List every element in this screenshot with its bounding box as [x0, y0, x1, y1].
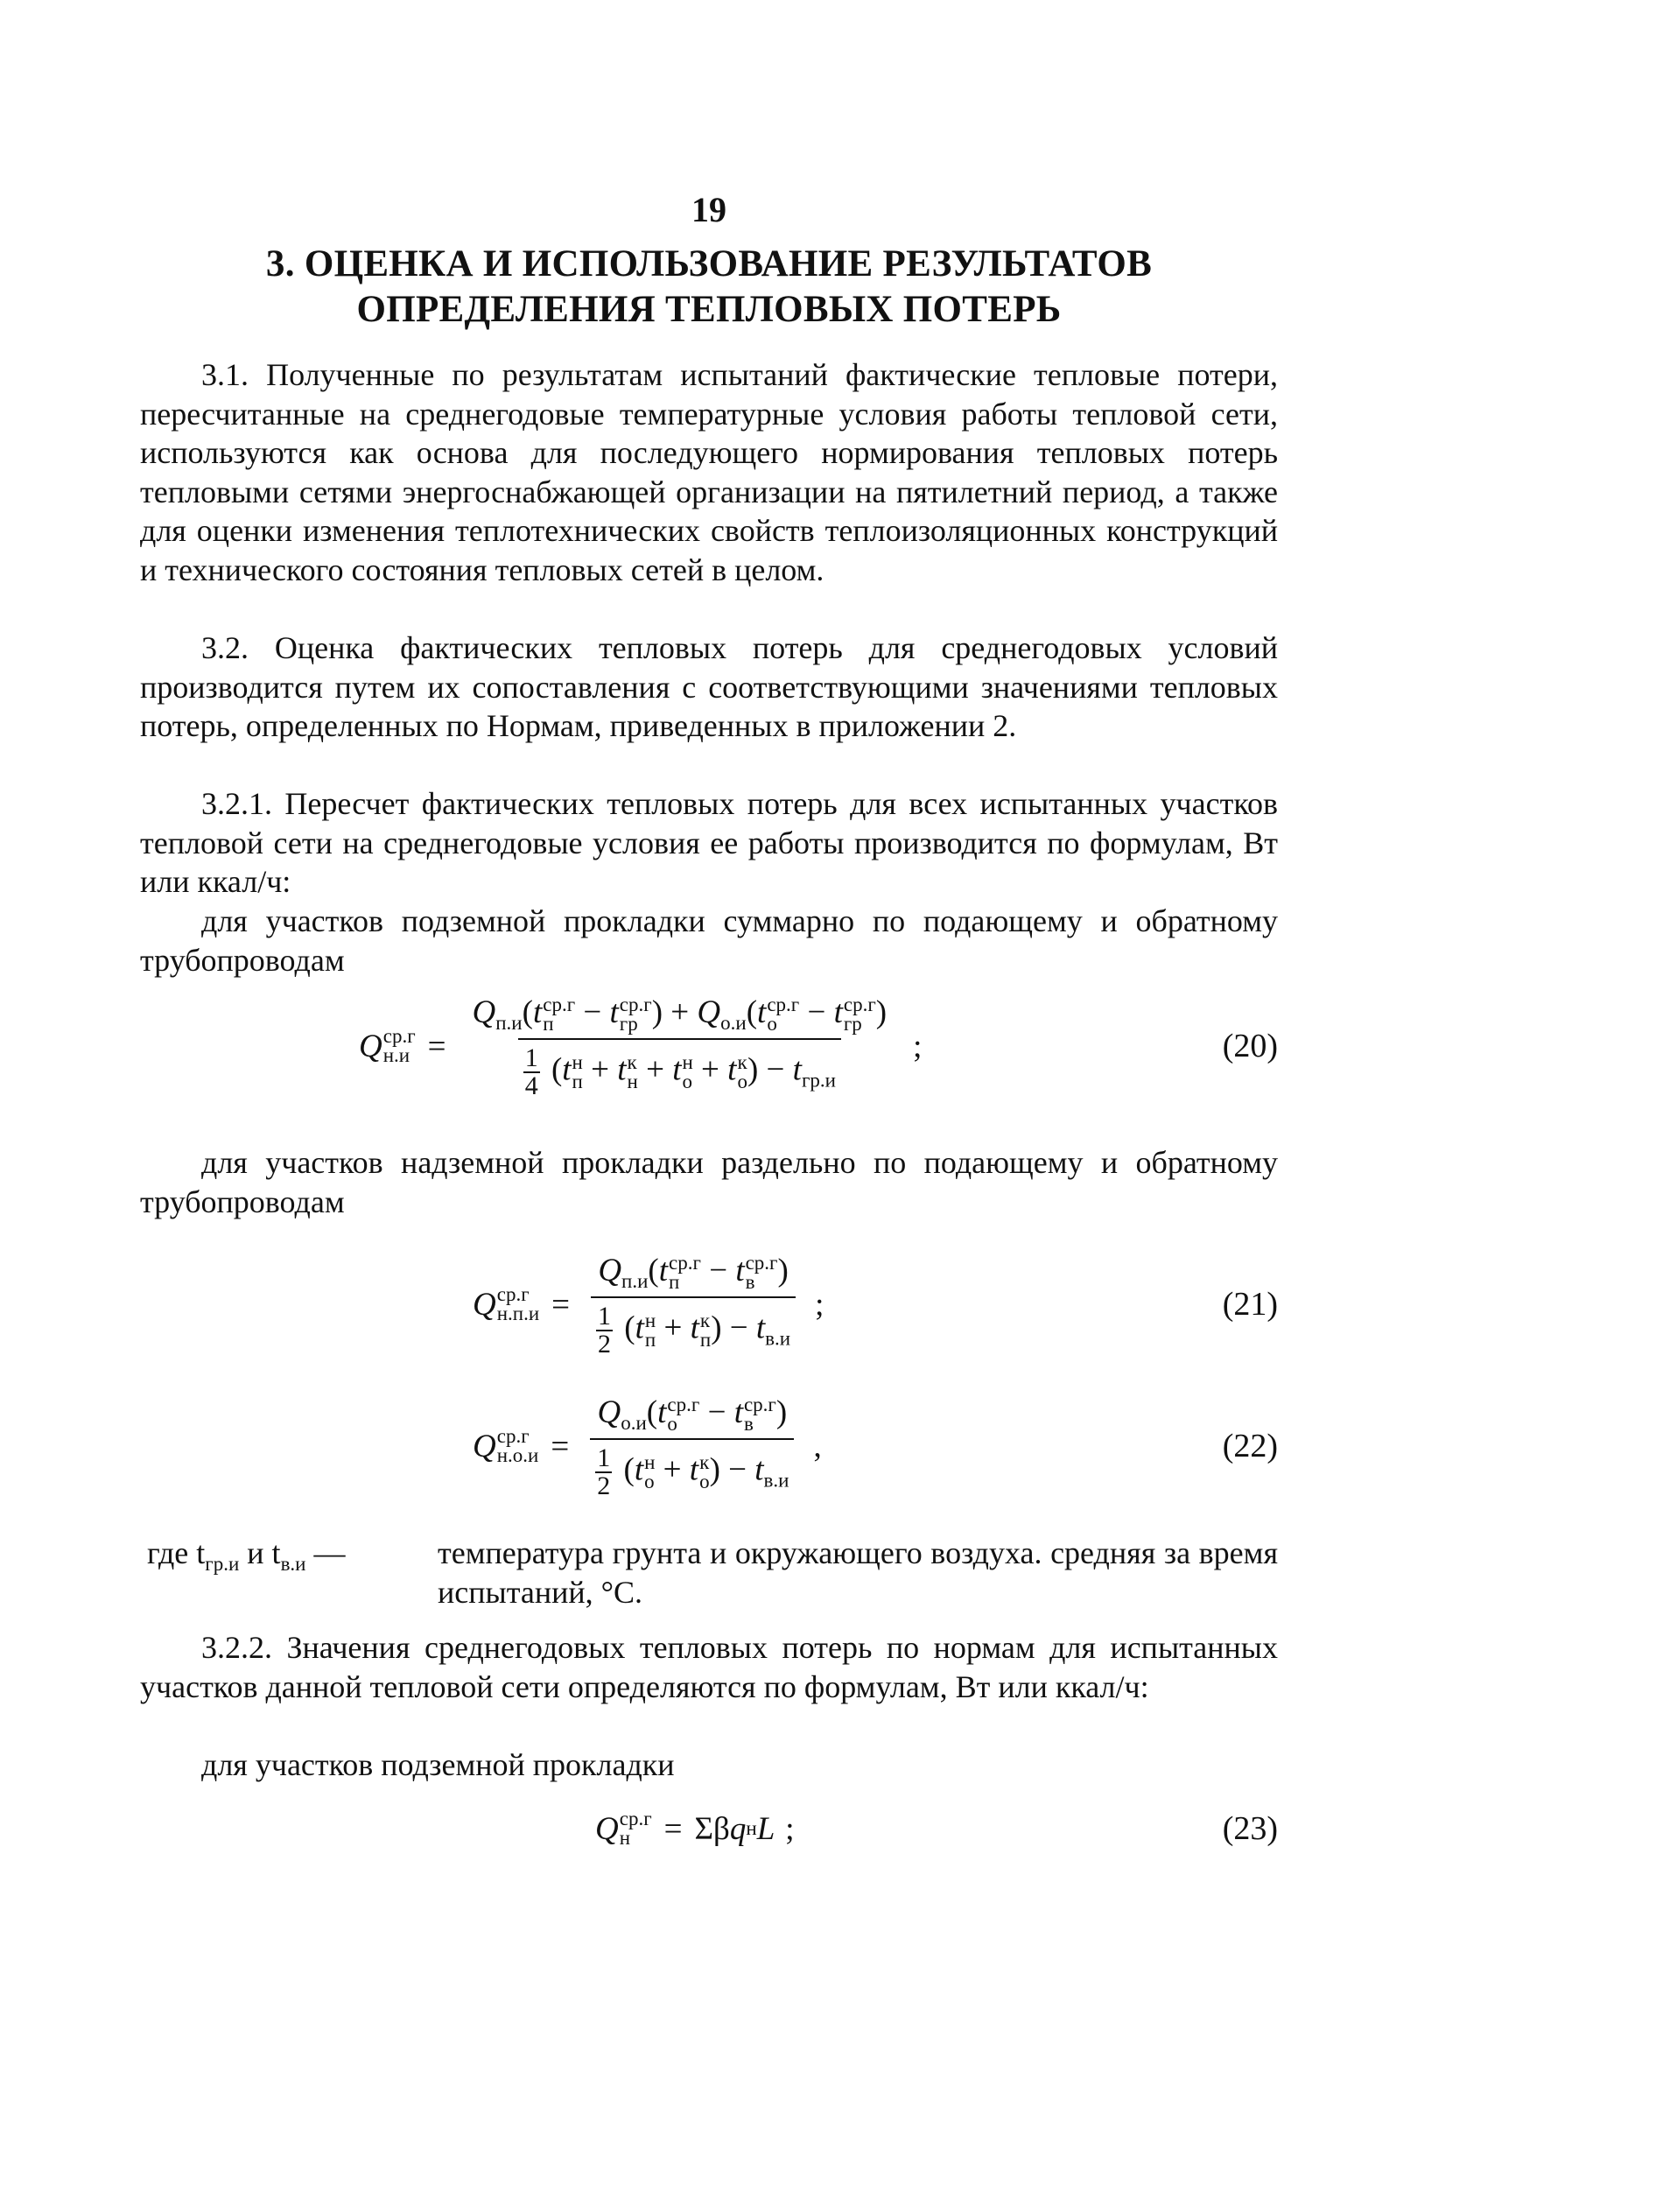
formula-21: Q ср.г н.п.и = $Q_{п.и}(t$ ср.г п − t ср.г в ) $\frac{1}{2}$ (t н п + t к п ) − $t_{в.и}$ ; (21) — [473, 1252, 1278, 1359]
paragraph-3-2-2: 3.2.2. Значения среднегодовых тепловых потерь по нормам для испытанных участков данной тепловой сети определяются по формулам, Вт или ккал/ч: — [140, 1630, 1278, 1704]
paragraph-underground: для участков подземной прокладки суммарно по подающему и обратному трубопроводам — [140, 903, 1278, 978]
document-page: 19 3. ОЦЕНКА И ИСПОЛЬЗОВАНИЕ РЕЗУЛЬТАТОВ ОПРЕДЕЛЕНИЯ ТЕПЛОВЫХ ПОТЕРЬ 3.1. Полученные по результатам испытаний фактические тепловые потери, пересчитанные на среднегодовые температурные условия работы тепловой сети, используются как основа для последующего нормирования тепловых потерь тепловыми сетями энергоснабжающей организации на пятилетний период, а также для оценки изменения теплотехнических свойств теплоизоляционных конструкций и технического состояния тепловых сетей в целом. 3.2. Оценка фактических тепловых потерь для среднегодовых условий производится путем их сопоставления с соответствующими значениями тепловых потерь, определенных по Нормам, приведенных в приложении 2. 3.2.1. Пересчет фактических тепловых потерь для всех испытанных участков тепловой сети на среднегодовые условия ее работы производится по формулам, Вт или ккал/ч: для участков подземной прокладки суммарно по подающему и обратному трубопроводам Q ср.г н.и = $Q_{п.и}(t$ ср.г п − t ср.г гр ) + $Q_{о.и}(t$ ср.г о − t ср.г гр ) $\frac{1}{4}$ (t н п + t к н + t н о + t к о ) − $t_{гр.и}$ ; (20) для участков надземной прокладки раздельно по подающему и обратному трубопроводам Q ср.г н.п.и = $Q_{п.и}(t$ ср.г п − t ср.г в ) $\frac{1}{2}$ (t н п + t к п ) − $t_{в.и}$ ; (21) Q ср.г н.о.и = $Q_{о.и}(t$ ср.г о − t ср.г в ) $\frac{1}{2}$ (t н о + t к о ) − $t_{в.и}$ , (22) где $t_{гр.и}$ и $t_{в.и}$ — температура грунта и окружающего воздуха. средняя за время испытаний, °С. 3.2.2. Значения среднегодовых тепловых потерь по нормам для испытанных участков данной тепловой сети определяются по формулам, Вт или ккал/ч: для участков подземной прокладки Q ср.г н = Σβ q н L ; (23) — [140, 0, 1278, 2212]
page-number: 19 — [691, 190, 726, 229]
formula-22-fraction: $Q_{о.и}(t$ ср.г о − t ср.г в ) $\frac{1}{2}$ (t н о + t к о ) − $t_{в.и}$ — [590, 1394, 794, 1499]
paragraph-3-2-1: 3.2.1. Пересчет фактических тепловых потерь для всех испытанных участков тепловой сети на среднегодовые условия ее работы производится по формулам, Вт или ккал/ч: — [140, 786, 1278, 899]
formula-23: Q ср.г н = Σβ q н L ; (23) — [595, 1808, 1278, 1849]
paragraph-3-1: 3.1. Полученные по результатам испытаний фактические тепловые потери, пересчитанные на среднегодовые температурные условия работы тепловой сети, используются как основа для последующего нормирования тепловых потерь тепловыми сетями энергоснабжающей организации на пятилетний период, а также для оценки изменения теплотехнических свойств теплоизоляционных конструкций и технического состояния тепловых сетей в целом. — [140, 357, 1278, 587]
paragraph-3-2: 3.2. Оценка фактических тепловых потерь для среднегодовых условий производится путем их сопоставления с соответствующими значениями тепловых потерь, определенных по Нормам, приведенных в приложении 2. — [140, 630, 1278, 743]
paragraph-aboveground: для участков надземной прокладки раздельно по подающему и обратному трубопроводам — [140, 1145, 1278, 1219]
formula-22: Q ср.г н.о.и = $Q_{о.и}(t$ ср.г о − t ср.г в ) $\frac{1}{2}$ (t н о + t к о ) − $t_{в.и}$ , (22) — [473, 1394, 1278, 1500]
equation-number-23: (23) — [1222, 1810, 1278, 1847]
equation-number-22: (22) — [1222, 1428, 1278, 1464]
section-title — [140, 242, 1278, 333]
equation-number-20: (20) — [1222, 1028, 1278, 1064]
section-title-line-1: 3. ОЦЕНКА И ИСПОЛЬЗОВАНИЕ РЕЗУЛЬТАТОВ — [265, 243, 1153, 284]
equation-number-21: (21) — [1222, 1286, 1278, 1323]
paragraph-underground-2: для участков подземной прокладки — [201, 1747, 675, 1782]
formula-21-fraction: $Q_{п.и}(t$ ср.г п − t ср.г в ) $\frac{1}{2}$ (t н п + t к п ) − $t_{в.и}$ — [591, 1252, 796, 1358]
formula-20-fraction: $Q_{п.и}(t$ ср.г п − t ср.г гр ) + $Q_{о.и}(t$ ср.г о − t ср.г гр ) $\frac{1}{4}$ (t н п + t к н + t н о + t к о ) − $t_{гр.и}$ — [472, 994, 888, 1100]
formula-20: Q ср.г н.и = $Q_{п.и}(t$ ср.г п − t ср.г гр ) + $Q_{о.и}(t$ ср.г о − t ср.г гр ) $\frac{1}{4}$ (t н п + t к н + t н о + t к о ) − $t_{гр.и}$ ; (20) — [359, 994, 1278, 1100]
section-title-line-2: ОПРЕДЕЛЕНИЯ ТЕПЛОВЫХ ПОТЕРЬ — [356, 289, 1062, 330]
